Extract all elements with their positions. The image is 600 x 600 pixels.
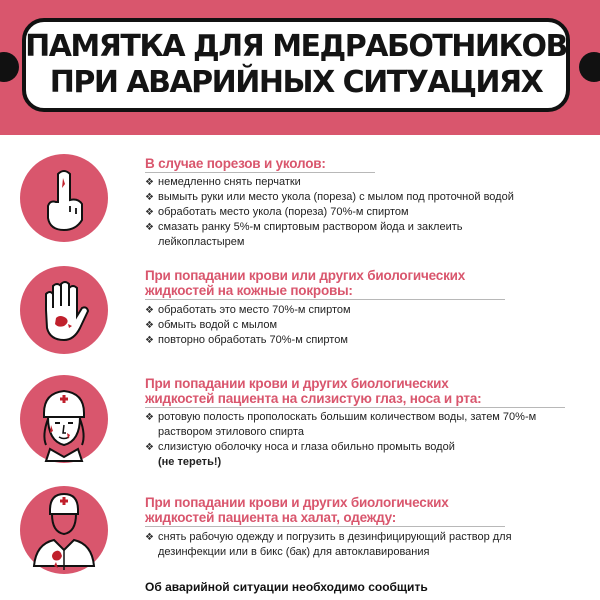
header-banner	[0, 0, 600, 135]
list-item: ❖ смазать ранку 5%-м спиртовым раствором йода и заклеить лейкопластырем	[145, 221, 463, 248]
list-item: ❖ снять рабочую одежду и погрузить в дезинфицирующий раствор для дезинфекции или в бикс (бак) для автоклавирования	[145, 531, 512, 558]
bullet-list	[145, 303, 575, 348]
finger-cut-icon	[20, 154, 108, 242]
bullet-list	[145, 175, 575, 250]
section-heading: жидкостей пациента на слизистую глаз, носа и рта:	[145, 391, 482, 406]
section-heading: При попадании крови и других биологических	[145, 376, 449, 391]
footer-note: Об аварийной ситуации необходимо сообщить	[145, 580, 428, 594]
page-title-line1: ПАМЯТКА ДЛЯ МЕДРАБОТНИКОВ	[25, 29, 567, 64]
tag-hole-right	[579, 52, 600, 82]
section-heading: жидкостей на кожные покровы:	[145, 283, 353, 298]
list-item: ❖ повторно обработать 70%-м спиртом	[145, 334, 348, 346]
bullet-list	[145, 530, 555, 560]
nurse-face-icon	[20, 375, 108, 463]
list-item: ❖ ротовую полость прополоскать большим количеством воды, затем 70%-м раствором этилового спирта	[145, 411, 537, 438]
list-item: ❖ вымыть руки или место укола (пореза) с мылом под проточной водой	[145, 191, 514, 203]
list-item: ❖ немедленно снять перчатки	[145, 176, 301, 188]
list-item: ❖ обработать это место 70%-м спиртом	[145, 304, 351, 316]
bullet-list	[145, 410, 575, 470]
section-heading: В случае порезов и уколов:	[145, 156, 326, 171]
section-heading: жидкостей пациента на халат, одежду:	[145, 510, 397, 525]
title-box	[22, 18, 570, 112]
section-divider	[145, 407, 565, 408]
hand-blood-icon	[20, 266, 108, 354]
list-item: ❖ обмыть водой с мылом	[145, 319, 278, 331]
section-heading: При попадании крови или других биологических	[145, 268, 466, 283]
tag-hole-left	[0, 52, 19, 82]
page-title-line2: ПРИ АВАРИЙНЫХ СИТУАЦИЯХ	[49, 65, 543, 100]
section-divider	[145, 299, 505, 300]
warning-note: (не тереть!)	[158, 456, 222, 468]
medic-uniform-icon	[20, 486, 108, 574]
list-item: ❖ обработать место укола (пореза) 70%-м спиртом	[145, 206, 409, 218]
section-divider	[145, 172, 375, 173]
section-divider	[145, 526, 505, 527]
section-heading: При попадании крови и других биологических	[145, 495, 449, 510]
list-item: ❖ слизистую оболочку носа и глаза обильно промыть водой (не тереть!)	[145, 440, 575, 470]
